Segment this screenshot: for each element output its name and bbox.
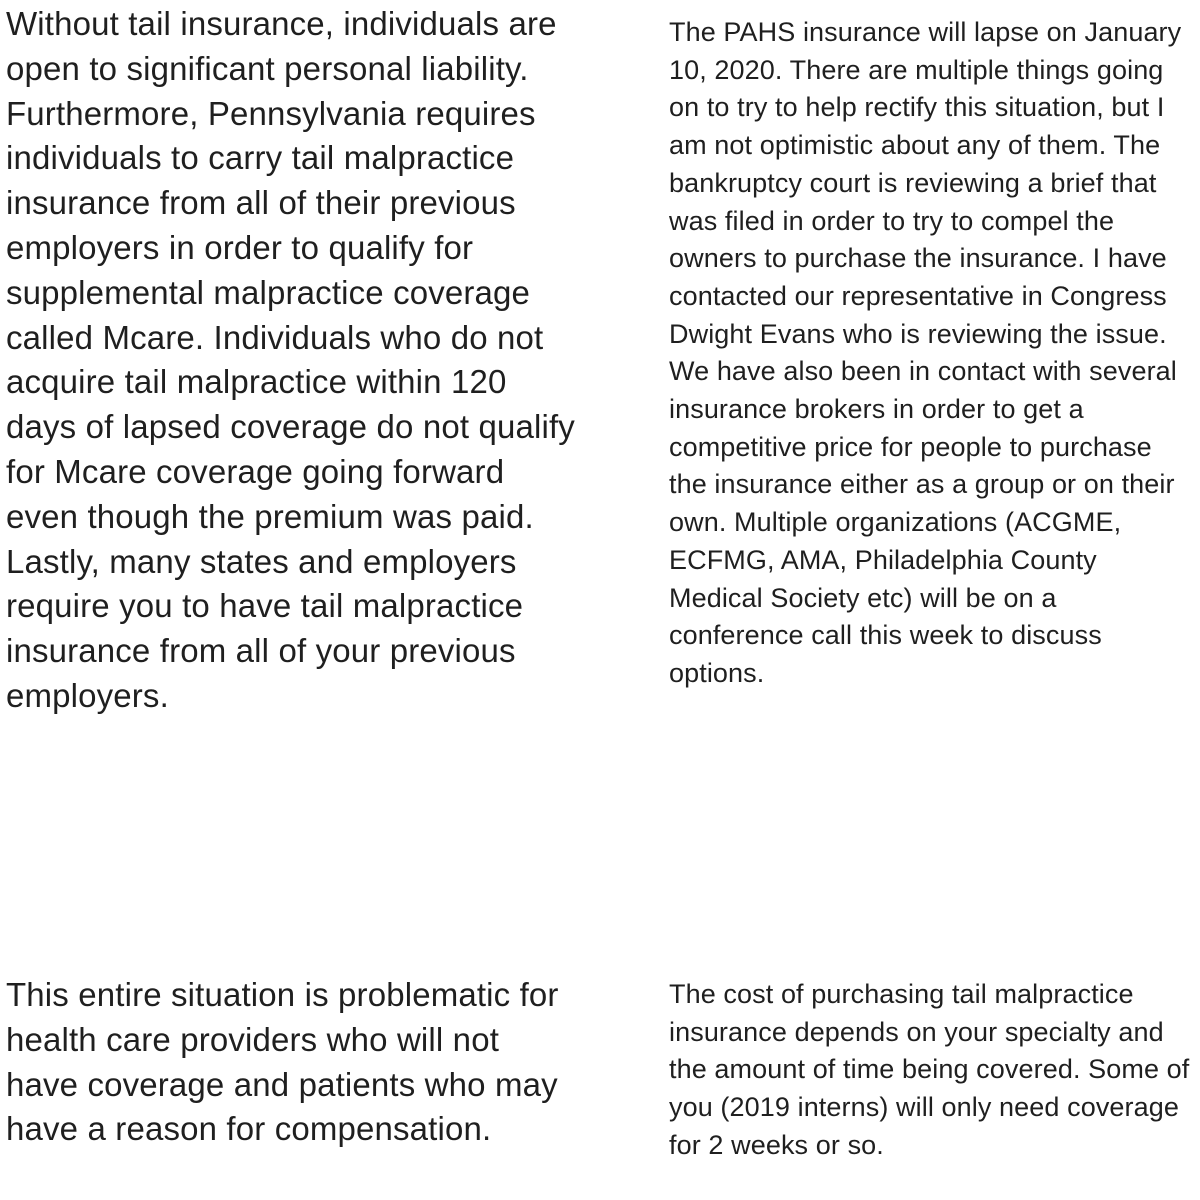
paragraph-pahs-insurance-lapse: The PAHS insurance will lapse on January 10, 2020. There are multiple things going on to try to help rectify this situation, but I am not optimistic about any of them. The bankruptcy court is reviewing a brief that was filed in order to try to compel the owners to purchase the insurance. I have contacted our representative in Congress Dwight Evans who is reviewing the issue. We have also been in contact with several insurance brokers in order to get a competitive price for people to purchase the insurance either as a group or on their own. Multiple organizations (ACGME, ECFMG, AMA, Philadelphia County Medical Society etc) will be on a conference call this week to discuss options. xyxy=(669,17,1182,688)
paragraph-cost-of-tail-insurance: The cost of purchasing tail malpractice insurance depends on your specialty and the amount of time being covered. Some of you (2019 interns) will only need coverage for 2 weeks or so. xyxy=(669,979,1190,1160)
paragraph-tail-insurance-liability: Without tail insurance, individuals are open to significant personal liability. Furthermore, Pennsylvania requires individuals to carry tail malpractice insurance from all of their previous employers in order to qualify for supplemental malpractice coverage called Mcare. Individuals who do not acquire tail malpractice within 120 days of lapsed coverage do not qualify for Mcare coverage going forward even though the premium was paid. Lastly, many states and employers require you to have tail malpractice insurance from all of your previous employers. xyxy=(6,5,575,714)
paragraph-situation-problematic: This entire situation is problematic for health care providers who will not have coverage and patients who may have a reason for compensation. xyxy=(6,976,559,1148)
